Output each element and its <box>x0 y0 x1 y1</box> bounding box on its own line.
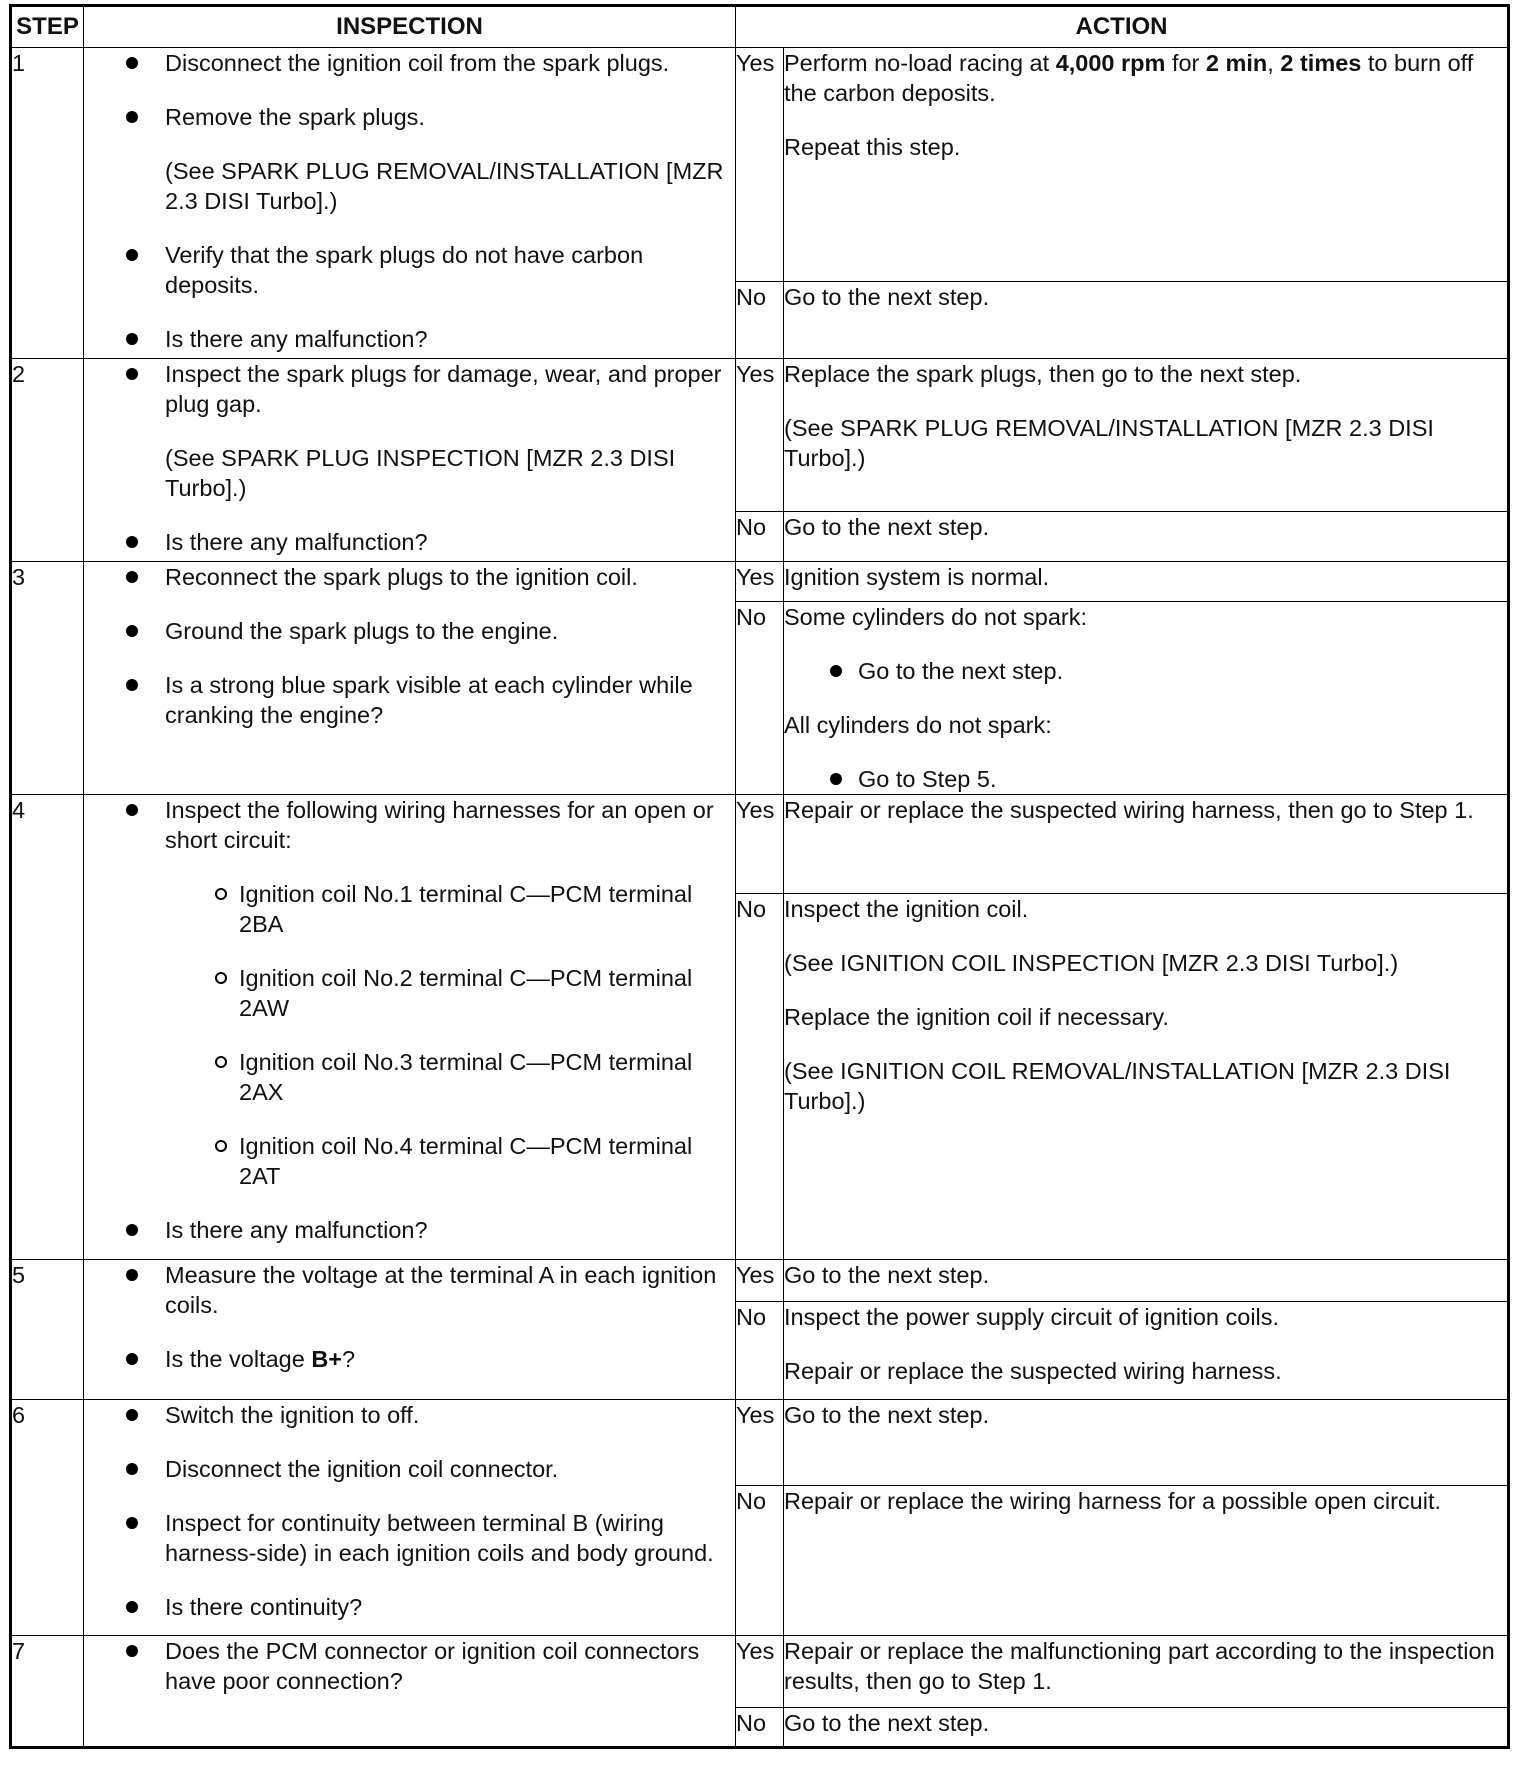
no-label: No <box>736 512 784 562</box>
reference-text: (See IGNITION COIL REMOVAL/INSTALLATION [MZR 2.3 DISI Turbo].) <box>784 1058 1451 1114</box>
inspection-question: Is there any malfunction? <box>84 1215 735 1245</box>
yes-label: Yes <box>736 1260 784 1302</box>
action-no <box>784 1486 1509 1636</box>
inspection-question: Is there any malfunction? <box>84 527 735 557</box>
inspection-text: Remove the spark plugs. <box>165 104 425 130</box>
action-text: Go to the next step. <box>784 1710 990 1736</box>
yes-label: Yes <box>736 48 784 282</box>
no-label: No <box>736 1708 784 1748</box>
inspection-question: Is there any malfunction? <box>84 324 735 354</box>
action-yes <box>784 562 1509 602</box>
inspection-item: Measure the voltage at the terminal A in each ignition coils. <box>84 1260 735 1320</box>
step-number: 6 <box>11 1400 84 1636</box>
step-7-yes-row <box>11 1636 1509 1708</box>
header-action: ACTION <box>736 6 1509 48</box>
action-text: Repair or replace the wiring harness for a possible open circuit. <box>784 1488 1442 1514</box>
harness-item: Ignition coil No.1 terminal C—PCM terminal 2BA <box>165 879 735 939</box>
yes-label: Yes <box>736 359 784 512</box>
inspection-question: Is the voltage B+? <box>84 1344 735 1374</box>
action-no <box>784 1708 1509 1748</box>
yes-label: Yes <box>736 1636 784 1708</box>
inspection-cell <box>84 1400 736 1636</box>
action-text: Go to the next step. <box>784 1262 990 1288</box>
action-yes <box>784 1260 1509 1302</box>
action-text: Perform no-load racing at 4,000 rpm for 2 min, 2 times to burn off the carbon deposits. <box>784 50 1474 106</box>
reference-text: (See IGNITION COIL INSPECTION [MZR 2.3 DISI Turbo].) <box>784 950 1399 976</box>
step-number: 3 <box>11 562 84 795</box>
action-text: Go to the next step. <box>784 514 990 541</box>
reference-text: (See SPARK PLUG REMOVAL/INSTALLATION [MZR 2.3 DISI Turbo].) <box>784 415 1434 471</box>
harness-item: Ignition coil No.3 terminal C—PCM terminal 2AX <box>165 1047 735 1107</box>
step-number: 5 <box>11 1260 84 1400</box>
action-yes <box>784 48 1509 282</box>
yes-label: Yes <box>736 795 784 894</box>
inspection-item <box>84 795 735 1191</box>
header-inspection: INSPECTION <box>84 6 736 48</box>
action-no <box>784 602 1509 795</box>
inspection-item: Reconnect the spark plugs to the ignition coil. <box>84 562 735 592</box>
action-text: Go to the next step. <box>784 1402 990 1428</box>
action-no <box>784 1302 1509 1400</box>
inspection-cell <box>84 359 736 562</box>
step-2-yes-row <box>11 359 1509 512</box>
inspection-text: Inspect the following wiring harnesses for an open or short circuit: <box>165 797 714 853</box>
harness-list <box>165 879 735 1191</box>
no-label: No <box>736 1486 784 1636</box>
inspection-text: Inspect the spark plugs for damage, wear, and proper plug gap. <box>165 361 722 417</box>
step-3-yes-row <box>11 562 1509 602</box>
action-text: Replace the ignition coil if necessary. <box>784 1004 1169 1030</box>
header-row <box>11 6 1509 48</box>
action-yes <box>784 795 1509 894</box>
no-label: No <box>736 1302 784 1400</box>
action-no <box>784 894 1509 1260</box>
inspection-cell <box>84 795 736 1260</box>
inspection-item: Ground the spark plugs to the engine. <box>84 616 735 646</box>
no-label: No <box>736 602 784 795</box>
diagnostic-table <box>9 4 1510 1749</box>
action-bullet: Go to the next step. <box>784 656 1507 686</box>
action-text: Repair or replace the suspected wiring harness, then go to Step 1. <box>784 797 1474 823</box>
inspection-item: Inspect for continuity between terminal B (wiring harness-side) in each ignition coils and body ground. <box>84 1508 735 1568</box>
diagnostic-procedure-sheet <box>9 4 1507 1749</box>
inspection-item <box>84 102 735 216</box>
no-label: No <box>736 282 784 359</box>
step-number: 2 <box>11 359 84 562</box>
action-no <box>784 282 1509 359</box>
action-text: Inspect the ignition coil. <box>784 896 1029 922</box>
action-no <box>784 512 1509 562</box>
reference-text: (See SPARK PLUG INSPECTION [MZR 2.3 DISI Turbo].) <box>165 445 676 501</box>
no-label: No <box>736 894 784 1260</box>
inspection-item: Disconnect the ignition coil from the spark plugs. <box>84 48 735 78</box>
inspection-question: Does the PCM connector or ignition coil connectors have poor connection? <box>84 1636 735 1696</box>
action-text: All cylinders do not spark: <box>784 712 1052 738</box>
inspection-cell <box>84 562 736 795</box>
inspection-question: Is a strong blue spark visible at each cylinder while cranking the engine? <box>84 670 735 730</box>
action-yes <box>784 1400 1509 1486</box>
step-4-yes-row <box>11 795 1509 894</box>
inspection-cell <box>84 1636 736 1748</box>
action-text: Repeat this step. <box>784 134 961 160</box>
header-step: STEP <box>11 6 84 48</box>
inspection-cell <box>84 1260 736 1400</box>
step-1-yes-row <box>11 48 1509 282</box>
inspection-cell <box>84 48 736 359</box>
action-text: Repair or replace the malfunctioning part according to the inspection results, then go to Step 1. <box>784 1638 1495 1694</box>
action-text: Go to the next step. <box>784 284 990 311</box>
step-6-yes-row <box>11 1400 1509 1486</box>
step-number: 7 <box>11 1636 84 1748</box>
action-text: Inspect the power supply circuit of ignition coils. <box>784 1304 1280 1330</box>
action-text: Repair or replace the suspected wiring harness. <box>784 1358 1282 1384</box>
inspection-item <box>84 359 735 503</box>
action-text: Ignition system is normal. <box>784 564 1050 590</box>
step-number: 4 <box>11 795 84 1260</box>
yes-label: Yes <box>736 1400 784 1486</box>
step-5-yes-row <box>11 1260 1509 1302</box>
action-text: Some cylinders do not spark: <box>784 604 1088 630</box>
inspection-item: Switch the ignition to off. <box>84 1400 735 1430</box>
inspection-question: Is there continuity? <box>84 1592 735 1622</box>
action-bullet: Go to Step 5. <box>784 764 1507 794</box>
action-yes <box>784 359 1509 512</box>
action-text: Replace the spark plugs, then go to the next step. <box>784 361 1302 387</box>
step-number: 1 <box>11 48 84 359</box>
reference-text: (See SPARK PLUG REMOVAL/INSTALLATION [MZR 2.3 DISI Turbo].) <box>165 158 724 214</box>
harness-item: Ignition coil No.2 terminal C—PCM terminal 2AW <box>165 963 735 1023</box>
yes-label: Yes <box>736 562 784 602</box>
action-yes <box>784 1636 1509 1708</box>
inspection-item: Verify that the spark plugs do not have carbon deposits. <box>84 240 735 300</box>
inspection-item: Disconnect the ignition coil connector. <box>84 1454 735 1484</box>
harness-item: Ignition coil No.4 terminal C—PCM terminal 2AT <box>165 1131 735 1191</box>
